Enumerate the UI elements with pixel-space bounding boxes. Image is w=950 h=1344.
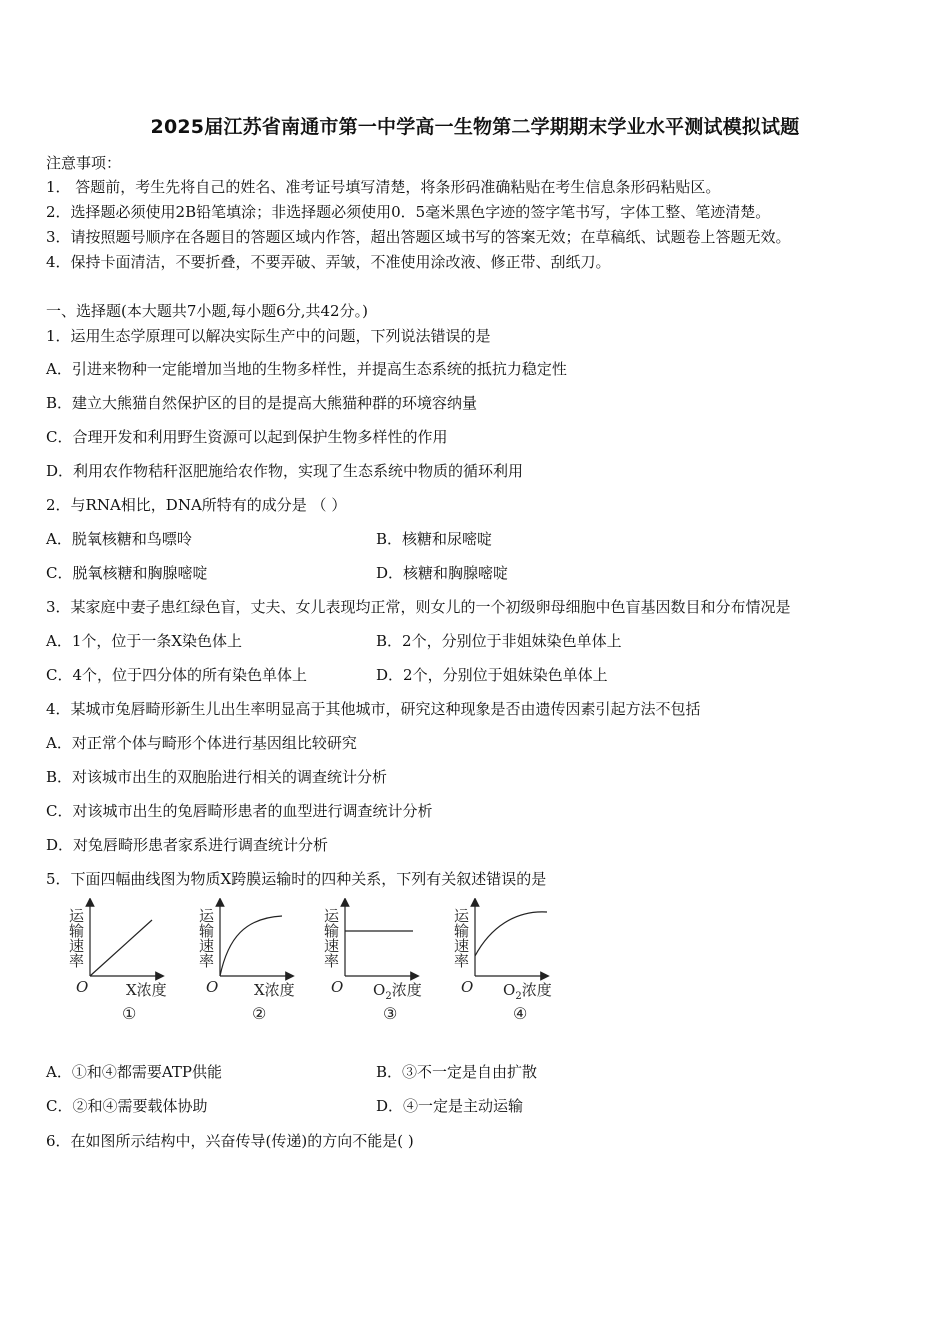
question-stem: 4．某城市兔唇畸形新生儿出生率明显高于其他城市，研究这种现象是否由遗传因素引起方法不包括 bbox=[46, 700, 701, 718]
option-b[interactable]: B．核糖和尿嘧啶 bbox=[376, 530, 493, 548]
option-a[interactable]: A．脱氧核糖和鸟嘌呤 bbox=[46, 530, 192, 548]
saturating-curve bbox=[220, 916, 282, 976]
option-d[interactable]: D．④一定是主动运输 bbox=[376, 1097, 524, 1115]
option-d[interactable]: D．利用农作物秸秆沤肥施给农作物，实现了生态系统中物质的循环利用 bbox=[46, 462, 524, 480]
y-axis-label: 运输速率 bbox=[452, 908, 470, 968]
option-b[interactable]: B．③不一定是自由扩散 bbox=[376, 1063, 538, 1081]
notice-item: 1． 答题前，考生先将自己的姓名、准考证号填写清楚，将条形码准确粘贴在考生信息条形码粘贴区。 bbox=[46, 178, 721, 196]
option-d[interactable]: D．对兔唇畸形患者家系进行调查统计分析 bbox=[46, 836, 329, 854]
option-c[interactable]: C．②和④需要载体协助 bbox=[46, 1097, 208, 1115]
option-a[interactable]: A．1个，位于一条X染色体上 bbox=[46, 632, 243, 650]
curve-panel-1 bbox=[67, 902, 167, 1023]
notice-item: 4．保持卡面清洁，不要折叠，不要弄破、弄皱，不准使用涂改液、修正带、刮纸刀。 bbox=[46, 253, 611, 271]
panel-number: ③ bbox=[383, 1004, 398, 1023]
transport-curves-figure bbox=[60, 898, 580, 1028]
page-title: 2025届江苏省南通市第一中学高一生物第二学期期末学业水平测试模拟试题 bbox=[150, 116, 800, 138]
option-c[interactable]: C．脱氧核糖和胸腺嘧啶 bbox=[46, 564, 208, 582]
option-b[interactable]: B．2个，分别位于非姐妹染色单体上 bbox=[376, 632, 622, 650]
x-axis-label: $O_2$浓度 bbox=[373, 981, 422, 1002]
option-c[interactable]: C．对该城市出生的兔唇畸形患者的血型进行调查统计分析 bbox=[46, 802, 433, 820]
panel-number: ② bbox=[252, 1004, 267, 1023]
x-axis-label: X浓度 bbox=[126, 981, 167, 999]
notice-heading: 注意事项： bbox=[46, 154, 122, 172]
curve-panel-4 bbox=[452, 902, 552, 1023]
saturating-curve bbox=[475, 912, 547, 956]
origin-label: O bbox=[206, 978, 219, 996]
option-b[interactable]: B．对该城市出生的双胞胎进行相关的调查统计分析 bbox=[46, 768, 388, 786]
option-d[interactable]: D．核糖和胸腺嘧啶 bbox=[376, 564, 509, 582]
option-b[interactable]: B．建立大熊猫自然保护区的目的是提高大熊猫种群的环境容纳量 bbox=[46, 394, 478, 412]
y-axis-label: 运输速率 bbox=[322, 908, 340, 968]
question-stem: 1．运用生态学原理可以解决实际生产中的问题，下列说法错误的是 bbox=[46, 327, 491, 345]
origin-label: O bbox=[76, 978, 89, 996]
curve-panel-2 bbox=[197, 902, 295, 1023]
linear-curve bbox=[90, 920, 152, 976]
question-stem: 6．在如图所示结构中，兴奋传导(传递)的方向不能是( ) bbox=[46, 1132, 414, 1150]
panel-number: ④ bbox=[513, 1004, 528, 1023]
origin-label: O bbox=[461, 978, 474, 996]
option-d[interactable]: D．2个，分别位于姐妹染色单体上 bbox=[376, 666, 608, 684]
option-c[interactable]: C．4个，位于四分体的所有染色单体上 bbox=[46, 666, 308, 684]
origin-label: O bbox=[331, 978, 344, 996]
panel-number: ① bbox=[122, 1004, 137, 1023]
option-a[interactable]: A．①和④都需要ATP供能 bbox=[46, 1063, 222, 1081]
notice-item: 3．请按照题号顺序在各题目的答题区域内作答，超出答题区域书写的答案无效；在草稿纸、试题卷上答题无效。 bbox=[46, 228, 791, 246]
y-axis-label: 运输速率 bbox=[67, 908, 85, 968]
curve-panel-3 bbox=[322, 902, 422, 1023]
x-axis-label: $O_2$浓度 bbox=[503, 981, 552, 1002]
option-a[interactable]: A．对正常个体与畸形个体进行基因组比较研究 bbox=[46, 734, 357, 752]
notice-item: 2．选择题必须使用2B铅笔填涂；非选择题必须使用0．5毫米黑色字迹的签字笔书写，字体工整、笔迹清楚。 bbox=[46, 203, 771, 221]
section-heading: 一、选择题(本大题共7小题,每小题6分,共42分。) bbox=[46, 302, 368, 320]
option-a[interactable]: A．引进来物种一定能增加当地的生物多样性，并提高生态系统的抵抗力稳定性 bbox=[46, 360, 567, 378]
option-c[interactable]: C．合理开发和利用野生资源可以起到保护生物多样性的作用 bbox=[46, 428, 448, 446]
y-axis-label: 运输速率 bbox=[197, 908, 215, 968]
question-stem: 2．与RNA相比，DNA所特有的成分是 （ ） bbox=[46, 496, 347, 514]
question-stem: 3．某家庭中妻子患红绿色盲，丈夫、女儿表现均正常，则女儿的一个初级卵母细胞中色盲基因数目和分布情况是 bbox=[46, 598, 791, 616]
question-stem: 5．下面四幅曲线图为物质X跨膜运输时的四种关系，下列有关叙述错误的是 bbox=[46, 870, 547, 888]
x-axis-label: X浓度 bbox=[254, 981, 295, 999]
